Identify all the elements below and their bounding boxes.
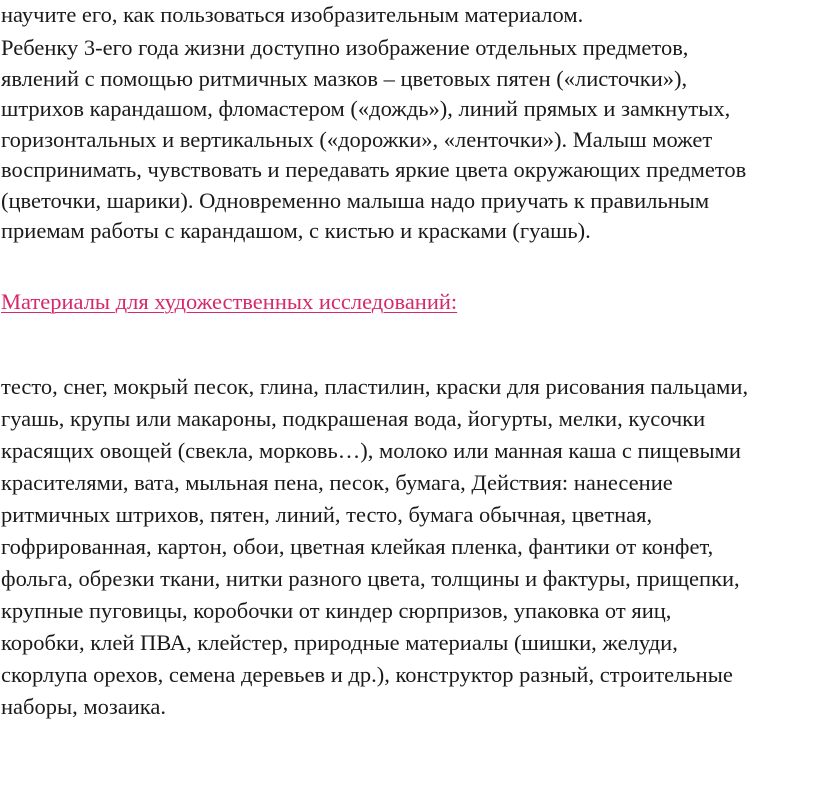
paragraph-line: красящих овощей (свекла, морковь…), молоко или манная каша с пищевыми	[1, 438, 741, 463]
paragraph-line: приемам работы с карандашом, с кистью и красками (гуашь).	[1, 218, 591, 243]
paragraph-line: Ребенку 3-его года жизни доступно изображение отдельных предметов,	[1, 35, 689, 60]
paragraph-line: научите его, как пользоваться изобразительным материалом.	[1, 2, 584, 27]
paragraph-line: наборы, мозаика.	[1, 694, 166, 719]
paragraph-line: ритмичных штрихов, пятен, линий, тесто, бумага обычная, цветная,	[1, 502, 653, 527]
paragraph-line: фольга, обрезки ткани, нитки разного цвета, толщины и фактуры, прищепки,	[1, 566, 740, 591]
paragraph-line: штрихов карандашом, фломастером («дождь»), линий прямых и замкнутых,	[1, 96, 731, 121]
materials-heading: Материалы для художественных исследований:	[1, 289, 458, 314]
paragraph-line: явлений с помощью ритмичных мазков – цветовых пятен («листочки»),	[1, 65, 688, 91]
paragraph-line: воспринимать, чувствовать и передавать яркие цвета окружающих предметов	[1, 157, 747, 182]
paragraph-line: горизонтальных и вертикальных («дорожки», «ленточки»). Малыш может	[1, 126, 713, 152]
paragraph-line: гофрированная, картон, обои, цветная клейкая пленка, фантики от конфет,	[1, 534, 714, 559]
paragraph-line: тесто, снег, мокрый песок, глина, пластилин, краски для рисования пальцами,	[1, 374, 749, 399]
paragraph-line: красителями, вата, мыльная пена, песок, бумага, Действия: нанесение	[1, 470, 673, 495]
paragraph-line: коробки, клей ПВА, клейстер, природные материалы (шишки, желуди,	[1, 630, 678, 655]
paragraph-line: крупные пуговицы, коробочки от киндер сюрпризов, упаковка от яиц,	[1, 598, 672, 623]
paragraph-line: (цветочки, шарики). Одновременно малыша надо приучать к правильным	[1, 187, 710, 213]
paragraph-line: скорлупа орехов, семена деревьев и др.), конструктор разный, строительные	[1, 662, 733, 687]
paragraph-line: гуашь, крупы или макароны, подкрашеная вода, йогурты, мелки, кусочки	[1, 406, 706, 431]
